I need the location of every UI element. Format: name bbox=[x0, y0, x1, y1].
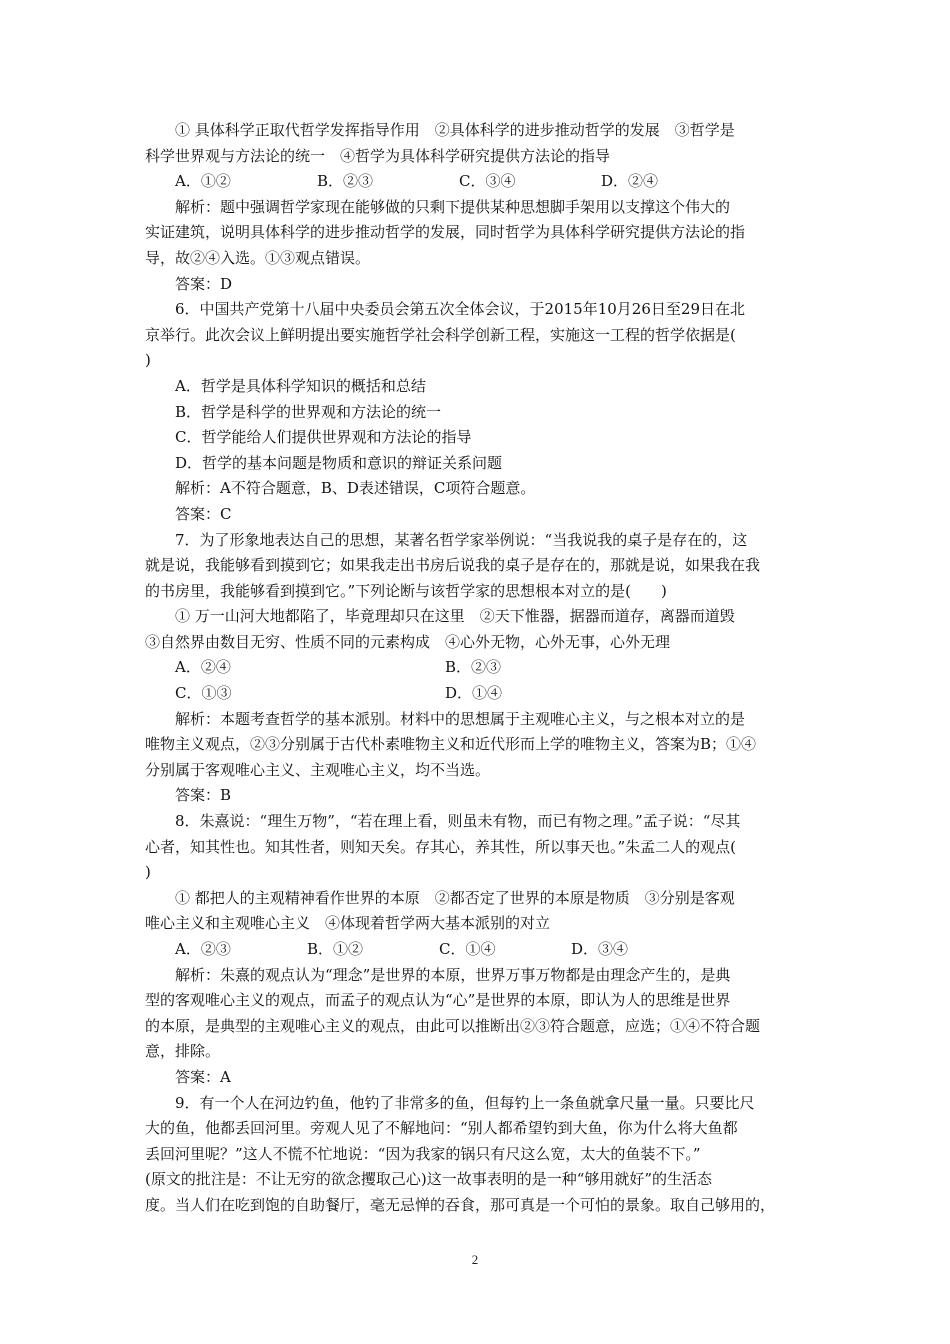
analysis-line: 分别属于客观唯心主义、主观唯心主义，均不当选。 bbox=[145, 760, 491, 779]
analysis-line: 唯物主义观点，②③分别属于古代朴素唯物主义和近代形而上学的唯物主义，答案为B；①④ bbox=[145, 735, 757, 754]
statement-line: ① 都把人的主观精神看作世界的本原 ②都否定了世界的本原是物质 ③分别是客观 bbox=[175, 888, 735, 907]
page-content bbox=[145, 118, 809, 1219]
option-b: B．①② bbox=[307, 940, 364, 958]
question-stem-line: ) bbox=[145, 863, 151, 882]
options-row bbox=[145, 681, 809, 707]
question-6 bbox=[145, 297, 809, 527]
question-stem-line: 9．有一个人在河边钓鱼，他钓了非常多的鱼，但每钓上一条鱼就拿尺量一量。只要比尺 bbox=[175, 1093, 755, 1112]
question-5 bbox=[145, 118, 809, 297]
answer-line: 答案：B bbox=[175, 786, 232, 805]
question-stem-line: 丢回河里呢？”这人不慌不忙地说：“因为我家的锅只有尺这么宽，太大的鱼装不下。” bbox=[145, 1144, 701, 1163]
question-stem-line: 大的鱼，他都丢回河里。旁观人见了不解地问：“别人都希望钓到大鱼，你为什么将大鱼都 bbox=[145, 1119, 738, 1138]
option-d: D．②④ bbox=[601, 172, 659, 191]
question-stem-line: (原文的批注是：不让无穷的欲念攫取己心)这一故事表明的是一种“够用就好”的生活态 bbox=[145, 1170, 713, 1189]
analysis-line: 意，排除。 bbox=[145, 1042, 221, 1061]
analysis-line: 解析：A不符合题意，B、D表述错误，C项符合题意。 bbox=[175, 479, 536, 498]
option-d: D．哲学的基本问题是物质和意识的辩证关系问题 bbox=[175, 453, 503, 472]
statement-line: 唯心主义和主观唯心主义 ④体现着哲学两大基本派别的对立 bbox=[145, 914, 551, 933]
question-stem-line: 8．朱熹说：“理生万物”，“若在理上看，则虽未有物，而已有物之理。”孟子说：“尽其 bbox=[175, 812, 741, 831]
analysis-line: 实证建筑，说明具体科学的进步推动哲学的发展，同时哲学为具体科学研究提供方法论的指 bbox=[145, 223, 746, 242]
option-b: B．②③ bbox=[317, 172, 374, 191]
statement-line: 科学世界观与方法论的统一 ④哲学为具体科学研究提供方法论的指导 bbox=[145, 146, 611, 165]
options-row bbox=[145, 937, 809, 963]
analysis-line: 的本原，是典型的主观唯心主义的观点，由此可以推断出②③符合题意，应选；①④不符合题 bbox=[145, 1016, 761, 1035]
answer-line: 答案：C bbox=[175, 504, 232, 523]
options-row bbox=[145, 655, 809, 681]
option-c: C．①③ bbox=[175, 684, 232, 703]
option-a: A．②③ bbox=[175, 940, 231, 958]
page-number: 2 bbox=[471, 1252, 479, 1267]
statement-line: ① 万一山河大地都陷了，毕竟理却只在这里 ②天下惟器，据器而道存，离器而道毁 bbox=[175, 607, 735, 626]
option-a: A．②④ bbox=[175, 658, 231, 677]
analysis-line: 解析：题中强调哲学家现在能够做的只剩下提供某种思想脚手架用以支撑这个伟大的 bbox=[175, 197, 731, 216]
option-b: B．②③ bbox=[445, 658, 502, 677]
option-c: C．①④ bbox=[439, 940, 496, 958]
option-d: D．③④ bbox=[571, 940, 629, 958]
question-stem-line: ) bbox=[145, 351, 151, 370]
question-8 bbox=[145, 809, 809, 1091]
option-b: B．哲学是科学的世界观和方法论的统一 bbox=[175, 402, 442, 421]
answer-line: 答案：D bbox=[175, 274, 233, 293]
analysis-line: 型的客观唯心主义的观点，而孟子的观点认为“心”是世界的本原，即认为人的思维是世界 bbox=[145, 991, 731, 1010]
options-row bbox=[145, 169, 809, 195]
question-stem-line: 就是说，我能够看到摸到它；如果我走出书房后说我的桌子是存在的，那就是说，如果我在我 bbox=[145, 556, 761, 575]
option-c: C．③④ bbox=[459, 172, 516, 191]
statement-line: ① 具体科学正取代哲学发挥指导作用 ②具体科学的进步推动哲学的发展 ③哲学是 bbox=[175, 121, 735, 139]
option-a: A．①② bbox=[175, 172, 231, 191]
question-stem-line: 7．为了形象地表达自己的思想，某著名哲学家举例说：“当我说我的桌子是存在的，这 bbox=[175, 530, 748, 549]
option-d: D．①④ bbox=[445, 684, 503, 703]
question-stem-line: 6．中国共产党第十八届中央委员会第五次全体会议，于2015年10月26日至29日在北 bbox=[175, 300, 745, 319]
analysis-line: 解析：本题考查哲学的基本派别。材料中的思想属于主观唯心主义，与之根本对立的是 bbox=[175, 709, 746, 728]
answer-line: 答案：A bbox=[175, 1067, 231, 1086]
analysis-line: 导，故②④入选。①③观点错误。 bbox=[145, 248, 371, 267]
question-7 bbox=[145, 528, 809, 810]
question-stem-line: 的书房里，我能够看到摸到它。”下列论断与该哲学家的思想根本对立的是( ) bbox=[145, 581, 667, 600]
question-stem-line: 度。当人们在吃到饱的自助餐厅，毫无忌惮的吞食，那可真是一个可怕的景象。取自己够用的， bbox=[145, 1195, 776, 1214]
question-9 bbox=[145, 1091, 809, 1219]
question-stem-line: 京举行。此次会议上鲜明提出要实施哲学社会科学创新工程，实施这一工程的哲学依据是( bbox=[145, 325, 736, 344]
statement-line: ③自然界由数目无穷、性质不同的元素构成 ④心外无物，心外无事，心外无理 bbox=[145, 632, 671, 651]
question-stem-line: 心者，知其性也。知其性者，则知天矣。存其心，养其性，所以事天也。”朱孟二人的观点( bbox=[145, 837, 737, 856]
analysis-line: 解析：朱熹的观点认为“理念”是世界的本原，世界万事万物都是由理念产生的，是典 bbox=[175, 965, 731, 984]
option-a: A．哲学是具体科学知识的概括和总结 bbox=[175, 376, 426, 395]
option-c: C．哲学能给人们提供世界观和方法论的指导 bbox=[175, 428, 472, 447]
